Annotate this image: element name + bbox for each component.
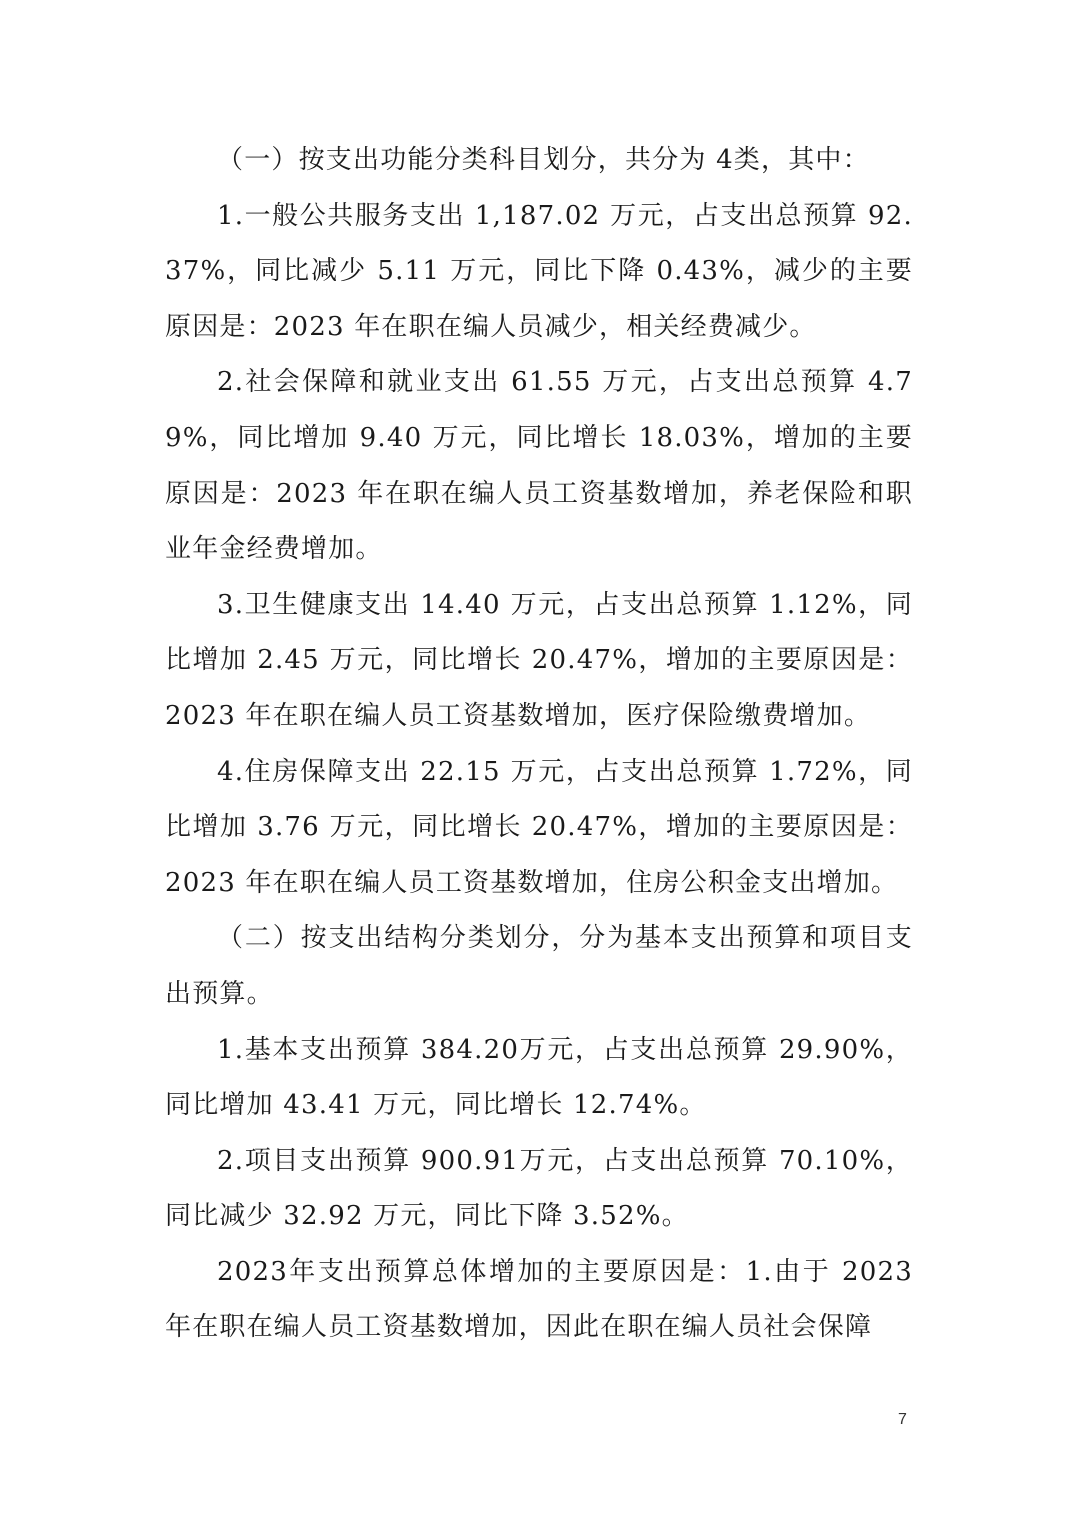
paragraph-general-public-services: 1.一般公共服务支出 1,187.02 万元，占支出总预算 92.37%，同比减少 5.11 万元，同比下降 0.43%，减少的主要原因是：2023 年在职在编人员减少，相关经费减少。 — [165, 200, 913, 342]
section-heading-structural-classification: （二）按支出结构分类划分，分为基本支出预算和项目支出预算。 — [165, 923, 913, 1009]
paragraph-overall-reason: 2023年支出预算总体增加的主要原因是：1.由于 2023 年在职在编人员工资基数增加，因此在职在编人员社会保障 — [165, 1256, 913, 1343]
page-number: 7 — [898, 1411, 907, 1428]
paragraph-social-security-employment: 2.社会保障和就业支出 61.55 万元，占支出总预算 4.79%，同比增加 9.40 万元，同比增长 18.03%，增加的主要原因是：2023 年在职在编人员工资基数增加，养老保险和职业年金经费增加。 — [165, 367, 913, 565]
paragraph-basic-expenditure: 1.基本支出预算 384.20万元，占支出总预算 29.90%，同比增加 43.41 万元，同比增长 12.74%。 — [165, 1034, 913, 1121]
section-heading-functional-classification: （一）按支出功能分类科目划分，共分为 4类，其中： — [217, 145, 870, 175]
paragraph-housing-security: 4.住房保障支出 22.15 万元，占支出总预算 1.72%，同比增加 3.76 万元，同比增长 20.47%，增加的主要原因是：2023 年在职在编人员工资基数增加，住房公积金支出增加。 — [165, 756, 913, 898]
paragraph-health: 3.卫生健康支出 14.40 万元，占支出总预算 1.12%，同比增加 2.45 万元，同比增长 20.47%，增加的主要原因是：2023 年在职在编人员工资基数增加，医疗保险缴费增加。 — [165, 589, 913, 731]
paragraph-project-expenditure: 2.项目支出预算 900.91万元，占支出总预算 70.10%，同比减少 32.92 万元，同比下降 3.52%。 — [165, 1145, 913, 1232]
document-body — [165, 133, 913, 1356]
